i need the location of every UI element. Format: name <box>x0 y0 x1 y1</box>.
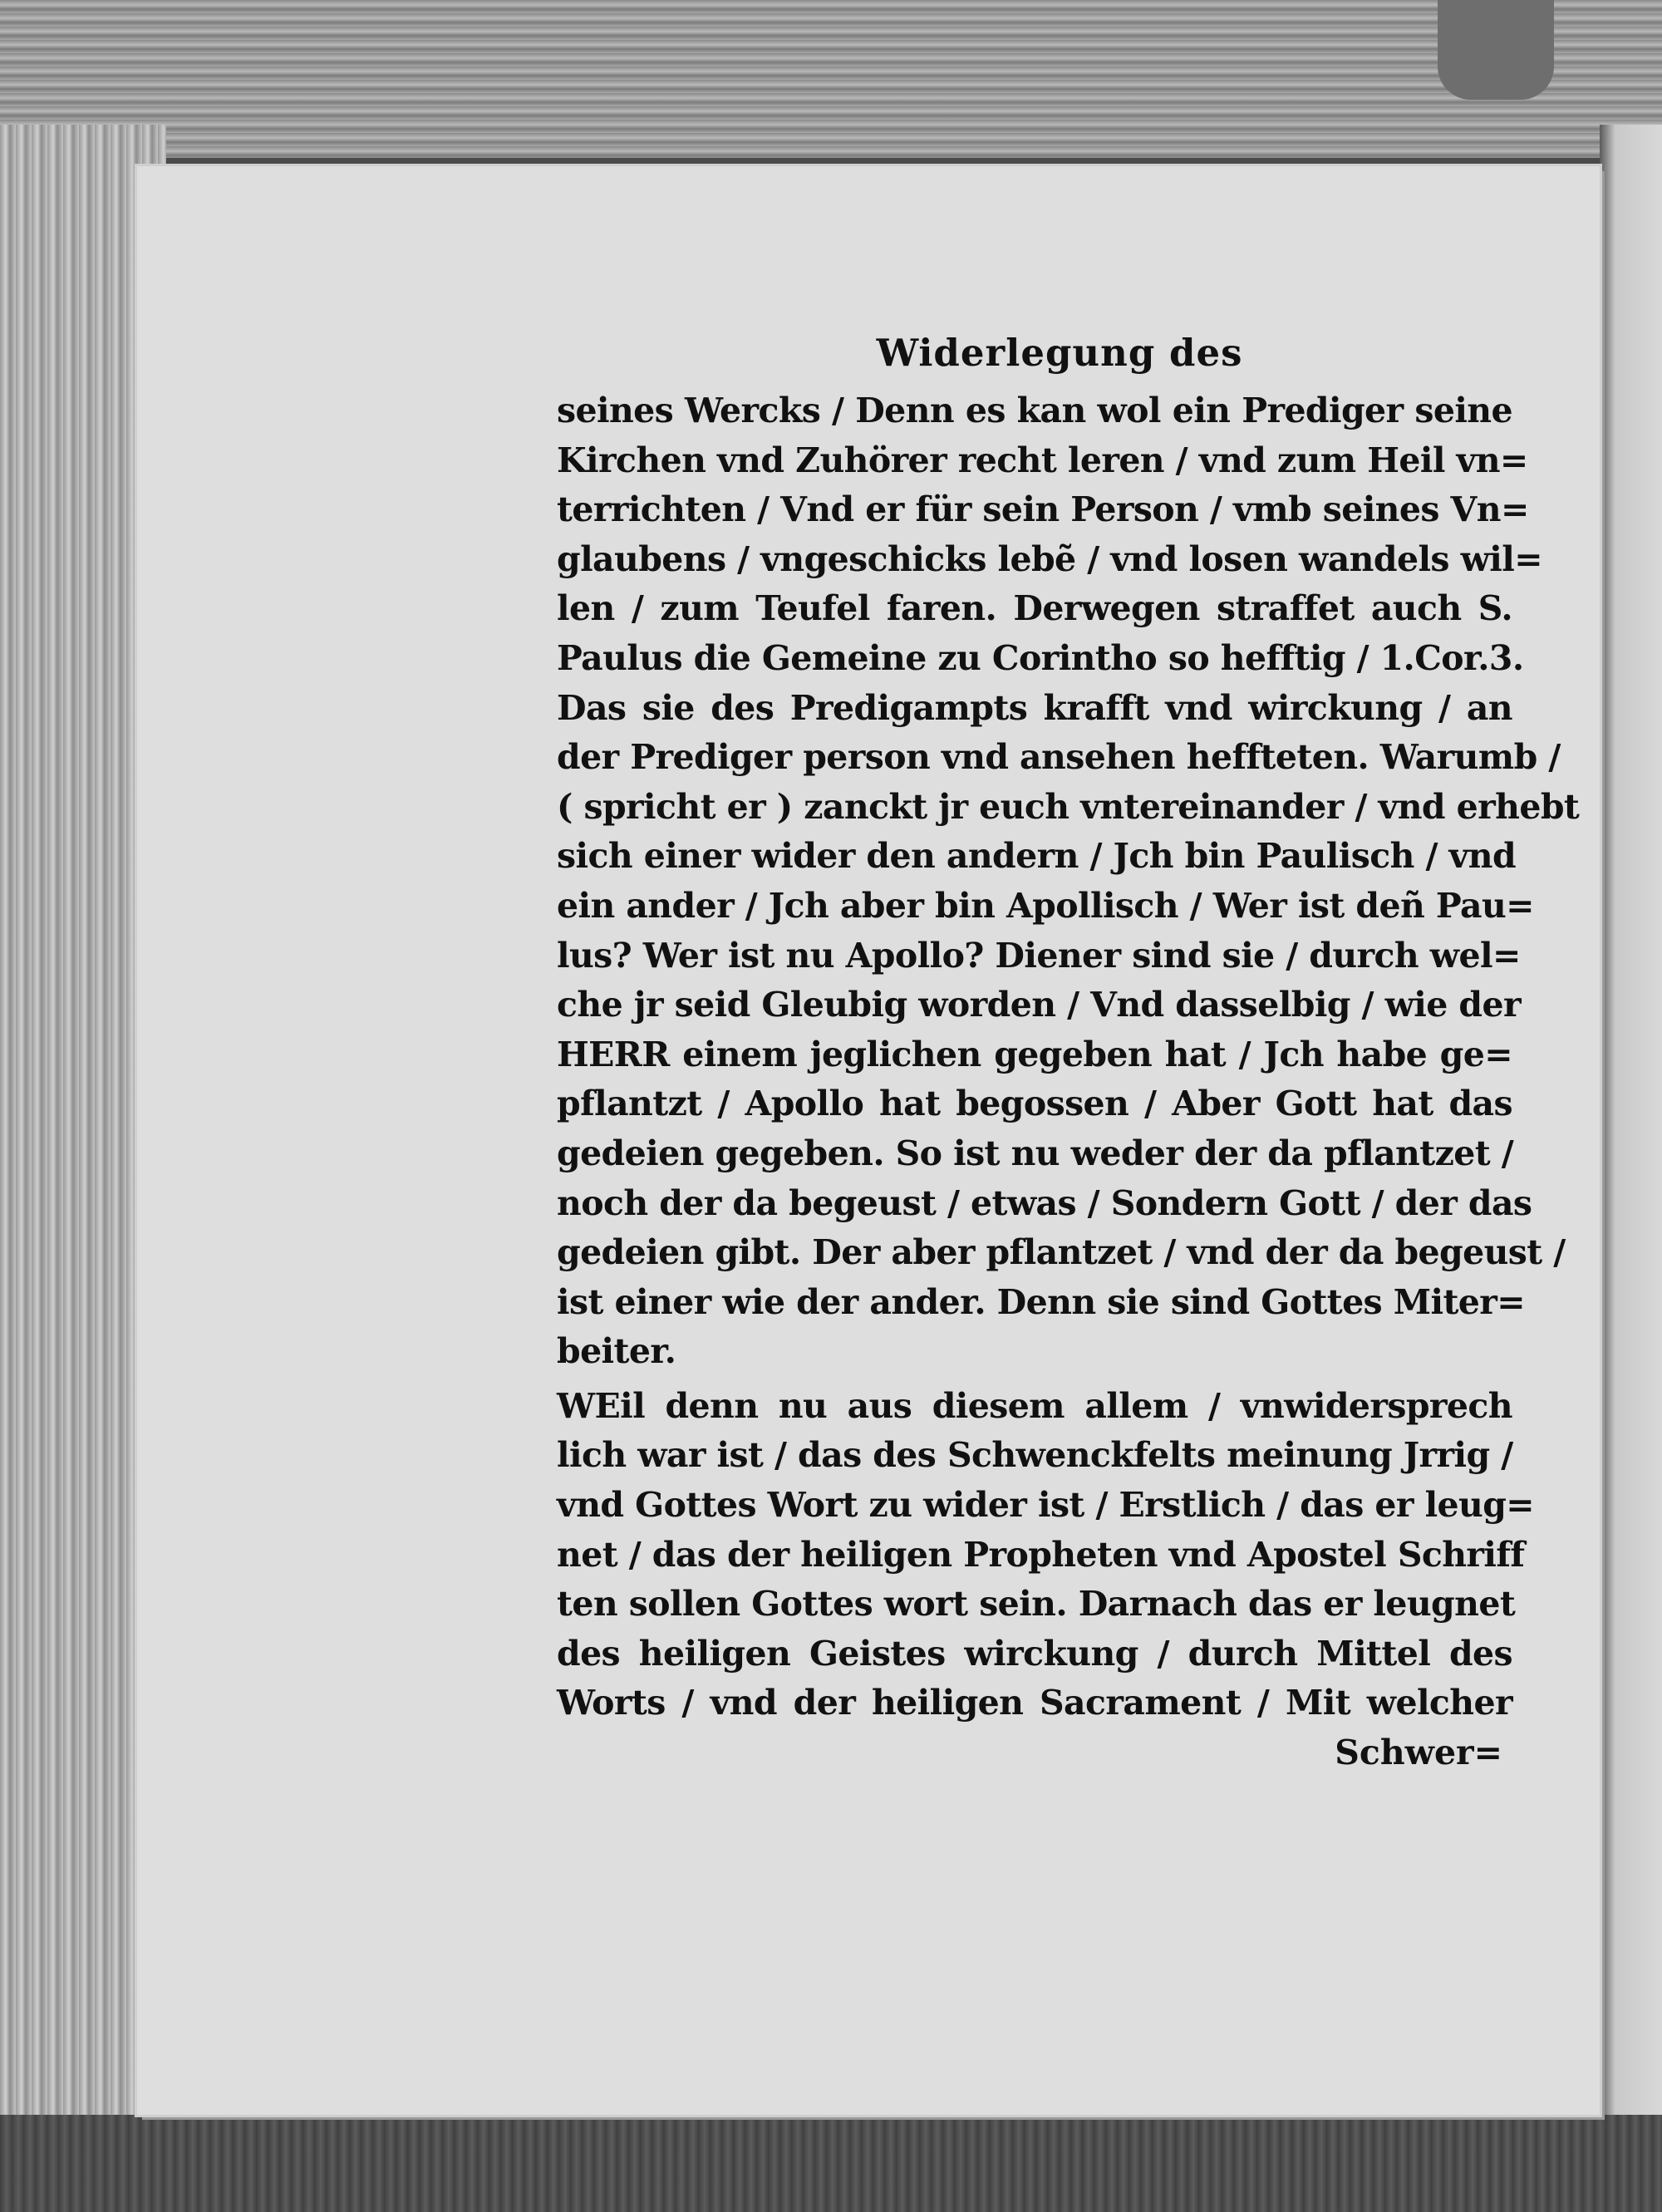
running-head: Widerlegung des <box>876 331 1243 375</box>
text-line: ten sollen Gottes wort sein. Darnach das er leugnet <box>557 1584 1516 1625</box>
text-line: lus? Wer ist nu Apollo? Diener sind sie / durch wel= <box>557 935 1521 976</box>
text-line: vnd Gottes Wort zu wider ist / Erstlich / das er leug= <box>557 1485 1535 1526</box>
text-line: gedeien gibt. Der aber pflantzet / vnd der da begeust / <box>557 1232 1566 1273</box>
text-line: WEil denn nu aus diesem allem / vnwidersprech <box>557 1385 1512 1426</box>
text-line: len / zum Teufel faren. Derwegen straffet auch S. <box>557 588 1512 629</box>
text-line: seines Wercks / Denn es kan wol ein Prediger seine <box>557 391 1512 430</box>
text-line: sich einer wider den andern / Jch bin Paulisch / vnd <box>557 836 1517 877</box>
text-line: Das sie des Predigampts krafft vnd wirckung / an <box>557 687 1512 728</box>
text-line: Paulus die Gemeine zu Corintho so hefftig / 1.Cor.3. <box>557 637 1524 678</box>
text-line: des heiligen Geistes wirckung / durch Mittel des <box>557 1633 1512 1674</box>
text-line: HERR einem jeglichen gegeben hat / Jch habe ge= <box>557 1034 1512 1074</box>
text-line: ist einer wie der ander. Denn sie sind Gottes Miter= <box>557 1281 1526 1322</box>
text-line: glaubens / vngeschicks lebẽ / vnd losen wandels wil= <box>557 538 1542 579</box>
text-line: terrichten / Vnd er für sein Person / vmb seines Vn= <box>557 489 1529 530</box>
body-text <box>557 386 1580 1728</box>
book-top-edge <box>0 0 1662 158</box>
text-line: der Prediger person vnd ansehen heffteten. Warumb / <box>557 737 1561 778</box>
book-bottom-edge <box>0 2115 1662 2212</box>
text-line: Worts / vnd der heiligen Sacrament / Mit welcher <box>557 1683 1512 1723</box>
text-line: pflantzt / Apollo hat begossen / Aber Gott hat das <box>557 1084 1512 1124</box>
text-line: lich war ist / das des Schwenckfelts meinung Jrrig / <box>557 1435 1513 1476</box>
text-line: gedeien gegeben. So ist nu weder der da pflantzet / <box>557 1133 1514 1173</box>
text-line: ( spricht er ) zanckt jr euch vntereinander / vnd erhebt <box>557 786 1580 827</box>
text-line: Kirchen vnd Zuhörer recht leren / vnd zum Heil vn= <box>557 440 1528 480</box>
text-line: che jr seid Gleubig worden / Vnd dasselbig / wie der <box>557 985 1521 1025</box>
text-line: ein ander / Jch aber bin Apollisch / Wer ist deñ Pau= <box>557 885 1534 926</box>
binding-strap <box>1438 0 1554 100</box>
text-block <box>557 328 1580 1778</box>
facing-page-edge <box>1600 125 1662 2136</box>
catchword: Schwer= <box>1335 1733 1502 1773</box>
text-line: net / das der heiligen Propheten vnd Apostel Schriff <box>557 1534 1525 1575</box>
text-line: beiter. <box>557 1331 676 1372</box>
text-line: noch der da begeust / etwas / Sondern Gott / der das <box>557 1182 1532 1223</box>
